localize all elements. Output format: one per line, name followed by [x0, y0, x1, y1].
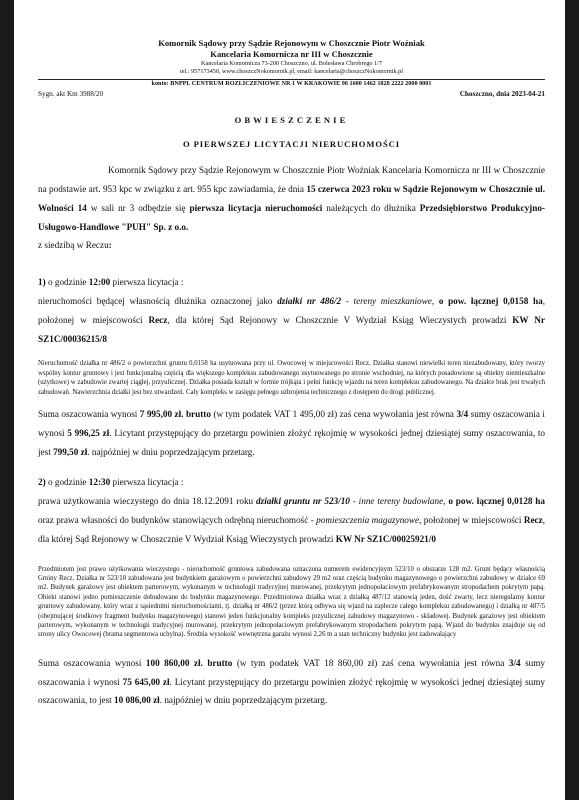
s2-deposit: 10 086,00 zł: [114, 695, 160, 706]
document-subheading: O PIERWSZEJ LICYTACJI NIERUCHOMOŚCI: [182, 139, 401, 150]
section-2-pricing: [38, 654, 545, 710]
intro-text-5: z siedzibą w Reczu: [38, 240, 109, 251]
section-2-time: 12:30: [88, 477, 111, 488]
s2-land-register: KW Nr SZ1C/00025921/0: [335, 533, 436, 544]
s1-town: Recz: [148, 314, 168, 325]
section-1-posttime: pierwsza licytacja :: [110, 277, 184, 288]
s1-area: o pow. łącznej 0,0158 ha: [438, 296, 543, 306]
s2-price-text-5: . najpóźniej w dniu poprzedzającym przetarg.: [159, 695, 328, 706]
bailiff-title: Komornik Sądowy przy Sądzie Rejonowym w Choszcznie Piotr Woźniak: [158, 38, 425, 48]
s1-text-2: ,: [431, 296, 439, 306]
s2-town: Recz: [523, 515, 543, 525]
intro-colon: :: [108, 240, 112, 251]
letterhead: [38, 38, 545, 88]
s1-price-text-4: . Licytant przystępujący do przetargu powinien złożyć rękojmię w wysokości jednej dziesiątej sumy oszacowania, to jest: [38, 427, 546, 457]
section-1-description: [38, 292, 545, 348]
s2-fraction: 3/4: [508, 657, 521, 668]
s2-plot: działki gruntu nr 523/10: [256, 496, 350, 507]
s1-text-4: , dla której Sąd Rejonowy w Choszcznie V Wydział Ksiąg Wieczystych prowadzi: [167, 314, 513, 325]
office-contact: tel.: 957173450, www.choszczNokomornik.pl, email: kancelaria@choszczNokomornik.pl: [180, 68, 403, 76]
office-title: Kancelaria Komornicza nr III w Choszcznie: [210, 49, 373, 59]
section-1-pretime: o godzinie: [45, 277, 89, 288]
s2-price-text-4: . Licytant przystępujący do przetargu powinien złożyć rękojmię w wysokości jednej dziesiątej sumy oszacowania, to jest: [38, 676, 545, 706]
bank-account: konto: BNPPL CENTRUM ROZLICZENIOWE NR 1 W KRAKOWIE 96 1600 1462 1828 2222 2000 0001: [151, 79, 432, 87]
section-1-note: Nieruchomość działka nr 486/2 o powierzchni gruntu 0,0158 ha usytuowana przy ul. Owocowej w miejscowości Recz. Działka stanowi niewielki teren niezabudowany, który tworzy wspólny kontur gruntowy i jest funkcjonalną częścią dla większego kompleksu zabudowanego usytuowanego po stronie wschodniej, na których posadowione są obiekty niemieszkalne (użytkowe) w zabudowie zwartej ciągłej, przyulicznej. Działka posiada kształt w formie trójkąta i pełni funkcję wjazdu na teren kompleksu zabudowanego. Na działce brak jest trwałych zabudowań. Nawierzchnia działki jest bez utwardzeń. Cały kompleks w zasięgu pełnego uzbrojenia technicznego z dostępem do drogi publicznej.: [38, 360, 545, 396]
auction-place: w Sądzie Rejonowym w Choszcznie ul. Wolności 14: [38, 184, 546, 213]
section-1-pricing: [38, 405, 545, 461]
s1-price-text-3: sumy oszacowania i wynosi: [38, 409, 545, 438]
s2-text-3: oraz prawa własności do budynków stanowiących odrębną nieruchomość -: [38, 515, 317, 525]
document-date: Choszczno, dnia 2023-04-21: [459, 90, 545, 99]
auction-subject: pierwsza licytacja nieruchomości: [189, 202, 323, 213]
debtor-name: Przedsiębiorstwo Produkcyjno-Usługowo-Handlowe "PUH" Sp. z o.o.: [38, 202, 545, 232]
s2-price-text-3: sumy oszacowania i wynosi: [38, 657, 545, 687]
s1-plot-type: - tereny mieszkaniowe: [341, 296, 432, 306]
case-number: Sygn. akt Km 3988/20: [38, 90, 104, 99]
intro-text-1: Komornik Sądowy przy Sądzie Rejonowym w Choszcznie Piotr Woźniak Kancelaria Komornicza nr III w Choszcznie na podstawie art. 953 kpc w związku z art. 955 kpc zawiadamia, że dnia: [38, 165, 545, 195]
s2-text-2: ,: [443, 496, 449, 507]
s2-plot-type: - inne tereny budowlane: [349, 496, 444, 507]
reference-row: [38, 90, 545, 98]
s2-text-5: , dla której Sąd Rejonowy w Choszcznie V Wydział Ksiąg Wieczystych prowadzi: [38, 515, 545, 544]
document-heading: OBWIESZCZENIE: [234, 115, 349, 126]
section-2-number: 2): [38, 477, 46, 488]
intro-text-3: w sali nr 3 odbędzie się: [86, 202, 190, 213]
s1-plot: działki nr 486/2: [277, 296, 342, 306]
section-2-posttime: pierwsza licytacja :: [110, 477, 184, 488]
s1-land-register: KW Nr SZ1C/00036215/8: [38, 314, 545, 344]
section-1-number: 1): [38, 277, 46, 288]
s2-text-1: prawa użytkowania wieczystego do dnia 18.12.2091 roku: [38, 496, 257, 507]
s1-deposit: 799,50 zł: [53, 446, 88, 457]
intro-text-4: należących do dłużnika: [322, 202, 420, 213]
s1-text-3: , położonej w miejscowości: [38, 296, 545, 325]
s1-fraction: 3/4: [456, 409, 469, 420]
section-2-heading: [38, 473, 545, 492]
s2-estimate: 100 860,00 zł. brutto: [145, 657, 233, 668]
auction-date: 15 czerwca 2023 roku: [306, 184, 392, 195]
s1-text-1: nieruchomości będącej własnością dłużnika oznaczonej jako: [38, 296, 278, 306]
office-address: Kancelaria Komornicza 73-200 Choszczno, ul. Bolesława Chrobrego 1/7: [201, 60, 382, 67]
s1-starting-price: 5 996,25 zł: [67, 427, 110, 438]
section-1-time: 12:00: [88, 277, 111, 288]
section-1-heading: [38, 273, 545, 292]
s1-price-text-5: . najpóźniej w dniu poprzedzającym przetarg.: [87, 446, 255, 457]
s2-area: o pow. łącznej 0,0128 ha: [448, 496, 546, 507]
s2-premises: pomieszczenia magazynowe: [316, 515, 420, 525]
intro-paragraph: [38, 161, 545, 255]
s1-price-text-2: (w tym podatek VAT 1 495,00 zł) zaś cena wywołania jest równa: [210, 409, 457, 420]
s2-starting-price: 75 645,00 zł: [122, 676, 170, 687]
s2-price-text-2: (w tym podatek VAT 18 860,00 zł) zaś cena wywołania jest równa: [232, 657, 509, 668]
s2-text-4: , położonej w miejscowości: [419, 515, 524, 525]
s2-price-text-1: Suma oszacowania wynosi: [38, 657, 146, 668]
section-2-pretime: o godzinie: [45, 477, 89, 488]
section-2-note: Przedmiotem jest prawo użytkowania wieczystego - nieruchomość gruntowa zabudowana oznaczona numerem ewidencyjnym 523/10 o obszarze 128 m2. Grunt będący własnością Gminy Recz. Działka nr 523/10 zabudowana jest budynkiem garażowym o powierzchni zabudowy 29 m2 oraz częścią budynku magazynowego o powierzchni zabudowy w działce 69 m2. Budynek garażowy jest obiektem parterowym, wykonanym w technologii tradycyjnej murowanej, przekrytym jednopołaciowym prefabrykowanym stropodachem pokrytym papą. Obiekt stanowi jedno pomieszczenie dobudowane do budynku magazynowego. Przedmiotowa działka wraz z działką 487/12 stanowią jeden, dość zwarty, lecz nieregularny kontur gruntowy zabudowany, który wraz z sąsiednimi nieruchomościami, tj. działką nr 486/2 (przez którą odbywa się wjazd na zaplecze całego kompleksu zabudowanego) i działką nr 487/5 (obejmującej środkowy fragment budynku magazynowego) stanowi jeden funkcjonalny kompleks przyulicznej zabudowy magazynowo - składowej. Budynek garażowy jest obiektem parterowym, wykonanym w technologii tradycyjnej murowanej, przekrytym jednopołaciowym prefabrykowanym stropodachem pokrytym papą. Wjazd do budynku znajduje się od strony ulicy Owocowej (brama segmentowa uchylna). Średnia wysokość wewnętrzna garażu wynosi 2,26 m a stan techniczny budynku jest zadowalający: [38, 565, 545, 639]
document-page: [14, 0, 565, 800]
s1-price-text-1: Suma oszacowania wynosi: [38, 409, 140, 420]
section-2-description: [38, 492, 545, 548]
s1-estimate: 7 995,00 zł. brutto: [139, 409, 211, 420]
